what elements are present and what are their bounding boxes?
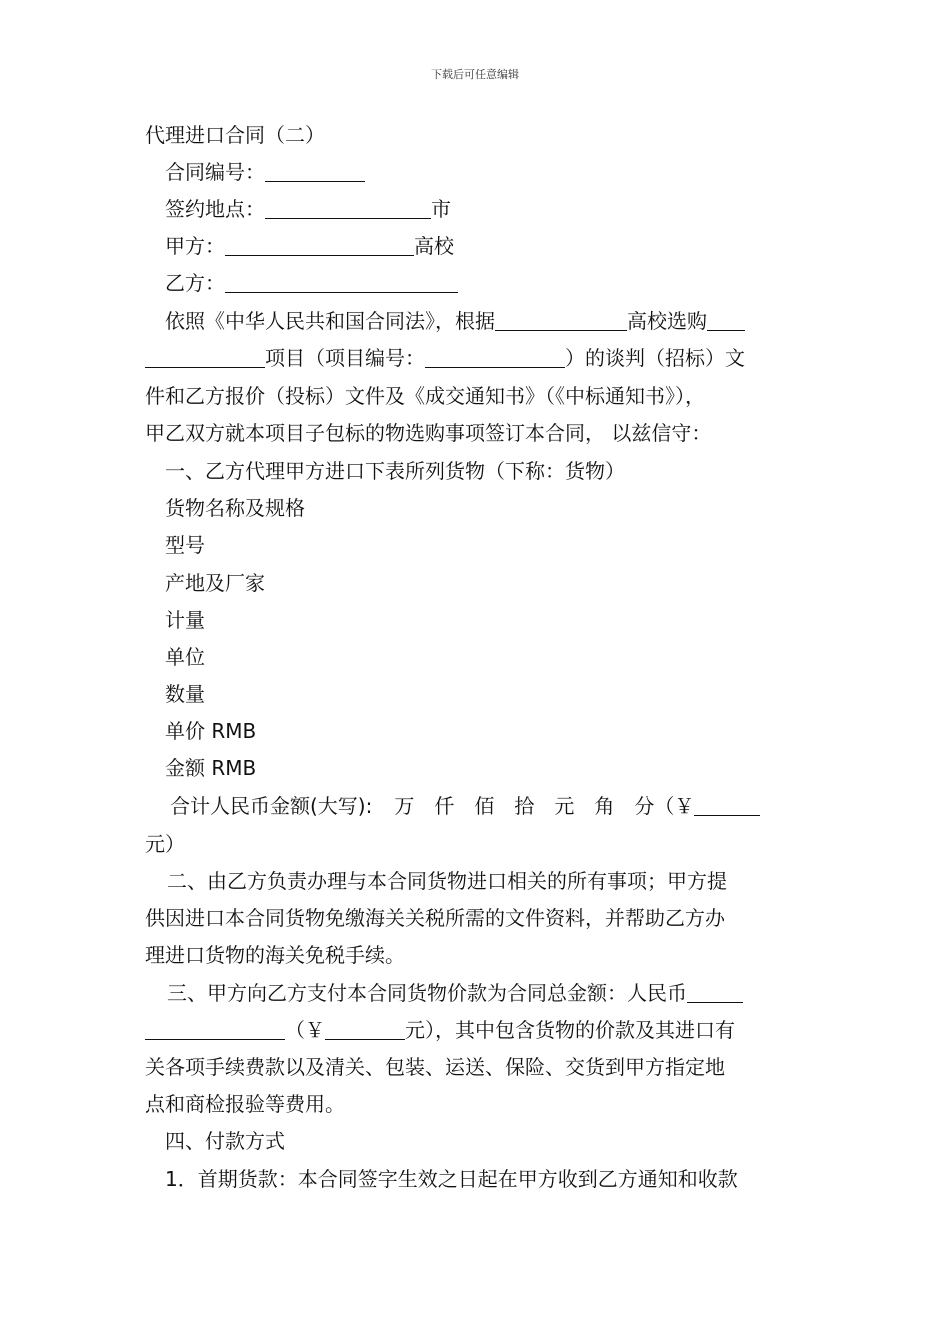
section-3-text-2b: 元），其中包含货物的价款及其进口有 — [405, 1018, 735, 1042]
section-1-heading: 一、乙方代理甲方进口下表所列货物（下称：货物） — [165, 459, 625, 483]
goods-item-model: 型号 — [165, 533, 205, 557]
preamble-line-1 — [165, 308, 835, 334]
section-2-line-1: 二、由乙方负责办理与本合同货物进口相关的所有事项；甲方提 — [167, 869, 727, 893]
goods-item-unit-price: 单价 RMB — [165, 719, 257, 743]
contract-number-line — [165, 159, 835, 185]
goods-item-origin: 产地及厂家 — [165, 571, 265, 595]
party-a-blank — [225, 235, 414, 256]
goods-item-amount: 金额 RMB — [165, 756, 257, 780]
preamble-text-2b: ）的谈判（招标）文 — [565, 346, 745, 370]
preamble-text-2a: 项目（项目编号： — [265, 346, 425, 370]
section-3-text-2a: （￥ — [285, 1018, 325, 1042]
goods-item-quantity: 数量 — [165, 682, 205, 706]
party-a-suffix: 高校 — [414, 234, 454, 258]
total-amount-line — [170, 793, 840, 819]
preamble-line-2 — [145, 345, 815, 371]
section-3-line-4: 点和商检报验等费用。 — [145, 1092, 345, 1116]
section-4-heading: 四、付款方式 — [165, 1129, 285, 1153]
section-3-line-3: 关各项手续费款以及清关、包装、运送、保险、交货到甲方指定地 — [145, 1055, 725, 1079]
preamble-line-4: 甲乙双方就本项目子包标的物选购事项签订本合同， 以兹信守： — [145, 421, 712, 445]
contract-number-blank — [265, 161, 365, 182]
section-3-text-1: 三、甲方向乙方支付本合同货物价款为合同总金额：人民币 — [167, 981, 687, 1005]
total-amount-end: 元） — [145, 832, 185, 856]
unit-fen: 分（￥ — [634, 794, 695, 818]
page-header: 下载后可任意编辑 — [431, 68, 519, 81]
unit-shi: 拾 — [514, 794, 535, 818]
party-b-blank — [225, 272, 458, 293]
document-title: 代理进口合同（二） — [145, 123, 325, 147]
sign-place-line — [165, 196, 835, 222]
unit-wan: 万 — [394, 794, 415, 818]
unit-yuan: 元 — [554, 794, 575, 818]
party-b-line — [165, 270, 835, 296]
unit-qian: 仟 — [434, 794, 455, 818]
preamble-blank-1 — [495, 310, 627, 331]
total-amount-blank — [694, 795, 760, 816]
preamble-blank-2 — [707, 310, 745, 331]
sign-place-suffix: 市 — [431, 197, 451, 221]
party-b-label: 乙方： — [165, 271, 225, 295]
section-2-line-3: 理进口货物的海关免税手续。 — [145, 943, 405, 967]
preamble-blank-3 — [145, 347, 265, 368]
section-3-line-2 — [145, 1017, 815, 1043]
preamble-text-1a: 依照《中华人民共和国合同法》，根据 — [165, 309, 495, 333]
rmb-amount-blank-1 — [687, 982, 743, 1003]
section-4-item-1: 1．首期货款：本合同签字生效之日起在甲方收到乙方通知和收款 — [165, 1167, 738, 1191]
party-a-line — [165, 233, 835, 259]
section-2-line-2: 供因进口本合同货物免缴海关关税所需的文件资料，并帮助乙方办 — [145, 906, 725, 930]
section-3-line-1 — [167, 980, 837, 1006]
unit-jiao: 角 — [594, 794, 615, 818]
contract-number-label: 合同编号： — [165, 160, 265, 184]
rmb-amount-blank-2 — [145, 1019, 285, 1040]
sign-place-blank — [265, 198, 431, 219]
sign-place-label: 签约地点： — [165, 197, 265, 221]
preamble-text-1b: 高校选购 — [627, 309, 707, 333]
goods-item-unit: 单位 — [165, 645, 205, 669]
goods-item-measure: 计量 — [165, 608, 205, 632]
preamble-line-3: 件和乙方报价（投标）文件及《成交通知书》（《中标通知书》）， — [145, 384, 705, 408]
unit-bai: 佰 — [474, 794, 495, 818]
project-number-blank — [425, 347, 565, 368]
total-amount-label: 合计人民币金额(大写): — [170, 794, 373, 818]
goods-item-name-spec: 货物名称及规格 — [165, 496, 305, 520]
yen-amount-blank — [325, 1019, 405, 1040]
party-a-label: 甲方： — [165, 234, 225, 258]
